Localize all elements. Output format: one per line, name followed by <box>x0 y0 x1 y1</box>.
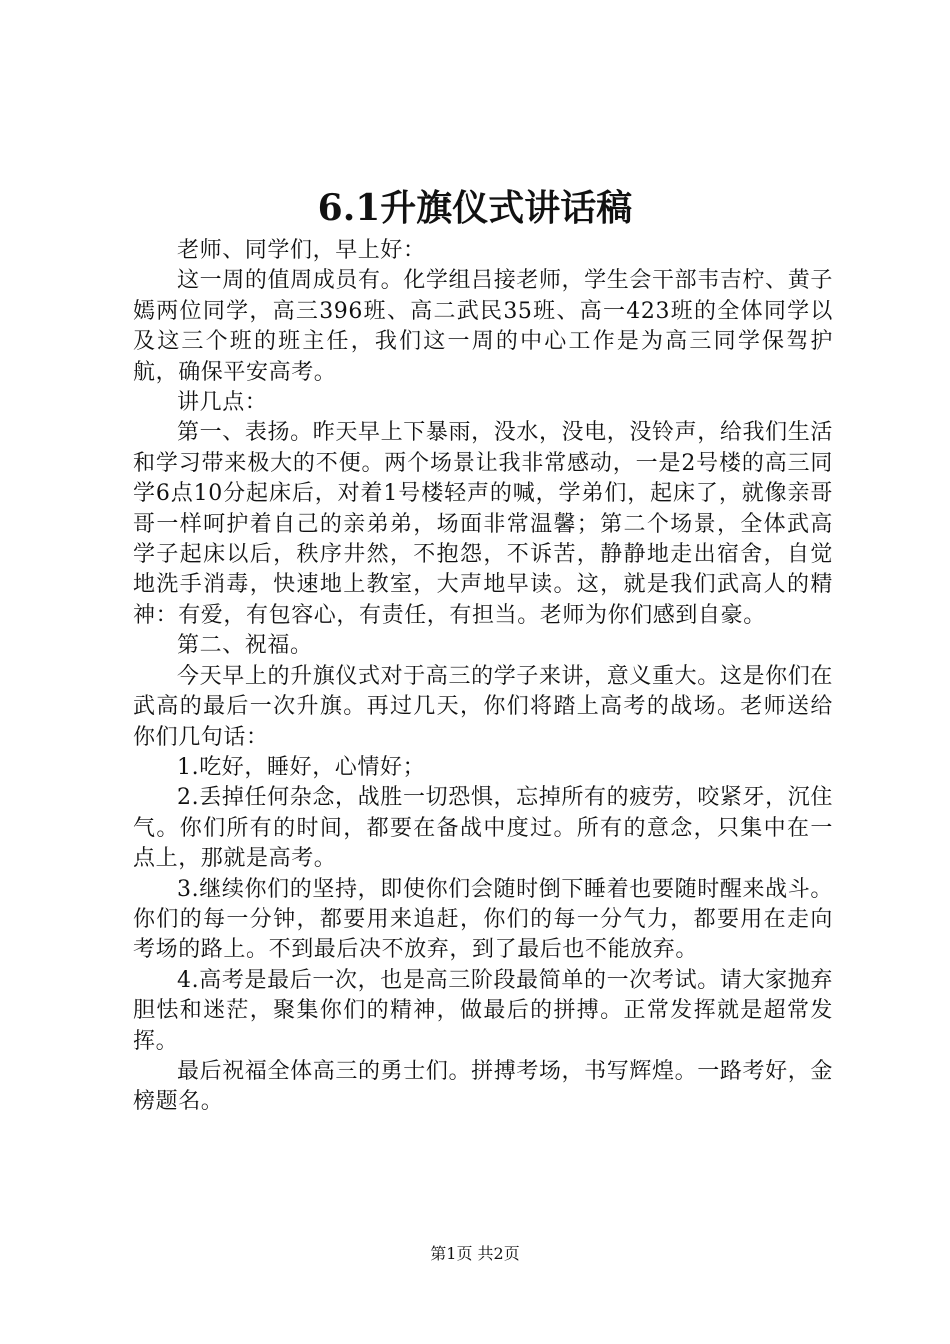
paragraph-advice-3: 3.继续你们的坚持，即使你们会随时倒下睡着也要随时醒来战斗。你们的每一分钟，都要用来追赶，你们的每一分气力，都要用在走向考场的路上。不到最后决不放弃，到了最后也不能放弃。 <box>133 876 833 963</box>
paragraph-advice-2: 2.丢掉任何杂念，战胜一切恐惧，忘掉所有的疲劳，咬紧牙，沉住气。你们所有的时间，都要在备战中度过。所有的意念，只集中在一点上，那就是高考。 <box>133 785 833 872</box>
paragraph-blessing-intro: 今天早上的升旗仪式对于高三的学子来讲，意义重大。这是你们在武高的最后一次升旗。再过几天，你们将踏上高考的战场。老师送给你们几句话： <box>133 663 833 750</box>
page-title: 6.1升旗仪式讲话稿 <box>317 187 633 229</box>
paragraph-blessing-heading: 第二、祝福。 <box>177 633 313 659</box>
paragraph-duty-members: 这一周的值周成员有。化学组吕接老师，学生会干部韦吉柠、黄子嫣两位同学，高三396班、高二武民35班、高一423班的全体同学以及这三个班的班主任，我们这一周的中心工作是为高三同学保驾护航，确保平安高考。 <box>133 268 833 385</box>
paragraph-closing: 最后祝福全体高三的勇士们。拼搏考场，书写辉煌。一路考好，金榜题名。 <box>133 1058 833 1115</box>
paragraph-advice-4: 4.高考是最后一次，也是高三阶段最简单的一次考试。请大家抛弃胆怯和迷茫，聚集你们的精神，做最后的拼搏。正常发挥就是超常发挥。 <box>133 967 833 1054</box>
paragraph-advice-1: 1.吃好，睡好，心情好； <box>177 754 426 780</box>
document-body <box>133 236 833 1118</box>
paragraph-points-intro: 讲几点： <box>177 390 268 416</box>
paragraph-greeting: 老师、同学们，早上好： <box>177 238 426 263</box>
page-number-footer: 第1页 共2页 <box>430 1244 520 1263</box>
paragraph-praise: 第一、表扬。昨天早上下暴雨，没水，没电，没铃声，给我们生活和学习带来极大的不便。两个场景让我非常感动，一是2号楼的高三同学6点10分起床后，对着1号楼轻声的喊，学弟们，起床了，就像亲哥哥一样呵护着自己的亲弟弟，场面非常温馨；第二个场景，全体武高学子起床以后，秩序井然，不抱怨，不诉苦，静静地走出宿舍，自觉地洗手消毒，快速地上教室，大声地早读。这，就是我们武高人的精神：有爱，有包容心，有责任，有担当。老师为你们感到自豪。 <box>133 420 833 628</box>
